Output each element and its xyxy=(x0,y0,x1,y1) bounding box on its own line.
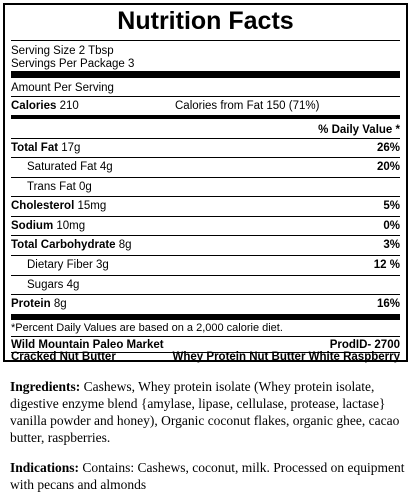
divider xyxy=(11,235,400,236)
serving-size: Serving Size 2 Tbsp xyxy=(11,45,114,57)
nutrient-row xyxy=(11,238,400,252)
nutrient-pct: 3% xyxy=(383,239,400,251)
divider xyxy=(11,294,400,295)
divider xyxy=(11,216,400,217)
nutrient-row xyxy=(11,219,400,233)
product-name: Whey Protein Nut Butter White Raspberry xyxy=(172,351,400,363)
divider xyxy=(11,40,400,41)
nutrient-label: Protein xyxy=(11,298,51,310)
nutrient-pct: 0% xyxy=(383,220,400,232)
nutrient-pct: 5% xyxy=(383,200,400,212)
divider xyxy=(11,157,400,158)
footnote: *Percent Daily Values are based on a 2,000 calorie diet. xyxy=(11,322,283,334)
prod-id: ProdID- 2700 xyxy=(329,339,400,351)
thick-divider xyxy=(11,314,400,320)
indications-text: Contains: Cashews, coconut, milk. Processed on equipment with pecans and almonds xyxy=(10,460,405,492)
nutrient-value: 4g xyxy=(66,279,80,291)
medium-divider xyxy=(11,115,400,119)
ingredients-text: Cashews, Whey protein isolate (Whey protein isolate, digestive enzyme blend {amylase, lipase, cellulase, protease, lactase} vanilla powder and honey), Organic coconut flakes, organic ghee, cacao butter, raspberries. xyxy=(10,379,400,445)
nutrient-value: 10mg xyxy=(56,220,86,232)
ingredients-block xyxy=(10,378,406,446)
divider xyxy=(11,336,400,337)
divider xyxy=(11,196,400,197)
divider xyxy=(11,255,400,256)
divider xyxy=(11,96,400,97)
calories-value: 210 xyxy=(59,100,79,112)
nutrient-row xyxy=(27,278,400,292)
divider xyxy=(11,177,400,178)
nutrient-row xyxy=(11,297,400,311)
daily-value-header: % Daily Value * xyxy=(318,124,400,136)
nutrient-value: 0g xyxy=(78,181,92,193)
nutrition-label xyxy=(3,3,408,362)
nutrient-label: Sodium xyxy=(11,220,54,232)
ingredients-heading: Ingredients: xyxy=(10,379,81,394)
nutrient-label: Saturated Fat xyxy=(27,161,97,173)
nutrient-label: Sugars xyxy=(27,279,64,291)
brand: Wild Mountain Paleo Market xyxy=(11,339,164,351)
amount-per-serving: Amount Per Serving xyxy=(11,82,114,94)
thick-divider xyxy=(11,71,400,78)
calories-from-fat: Calories from Fat 150 (71%) xyxy=(175,100,320,112)
divider xyxy=(11,138,400,139)
nutrient-row xyxy=(11,141,400,155)
nutrient-value: 15mg xyxy=(77,200,107,212)
calories-label: Calories xyxy=(11,100,57,112)
nutrient-label: Total Fat xyxy=(11,142,59,154)
divider xyxy=(11,275,400,276)
nutrient-row xyxy=(11,199,400,213)
nutrient-label: Dietary Fiber xyxy=(27,259,93,271)
indications-heading: Indications: xyxy=(10,460,80,475)
product-type: Cracked Nut Butter xyxy=(11,351,116,363)
indications-block xyxy=(10,459,406,493)
nutrient-label: Trans Fat xyxy=(27,181,76,193)
nutrient-row xyxy=(27,258,400,272)
nutrient-value: 17g xyxy=(61,142,81,154)
nutrient-value: 8g xyxy=(53,298,67,310)
nutrient-pct: 26% xyxy=(376,142,400,154)
nutrient-pct: 16% xyxy=(376,298,400,310)
nutrient-value: 8g xyxy=(118,239,132,251)
nutrient-value: 3g xyxy=(96,259,109,271)
nutrient-pct: 20% xyxy=(376,161,400,173)
nutrient-row xyxy=(27,180,400,194)
label-title: Nutrition Facts xyxy=(117,7,294,35)
nutrient-row xyxy=(27,160,400,174)
nutrient-label: Total Carbohydrate xyxy=(11,239,116,251)
nutrient-label: Cholesterol xyxy=(11,200,75,212)
servings-per-package: Servings Per Package 3 xyxy=(11,58,135,70)
nutrient-value: 4g xyxy=(99,161,113,173)
nutrient-pct: 12 % xyxy=(373,259,400,271)
